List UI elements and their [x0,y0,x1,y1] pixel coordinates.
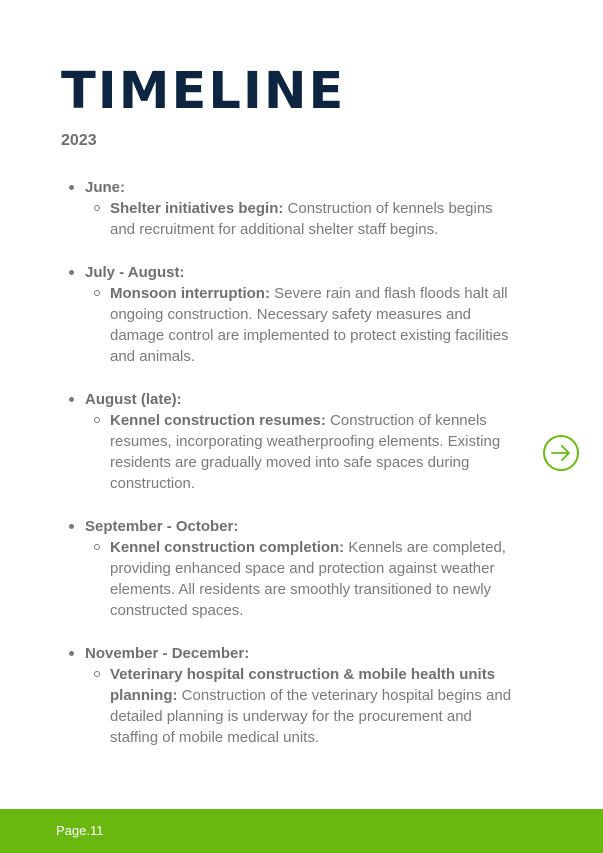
period-details [85,664,515,749]
period-details [85,537,515,622]
period-detail [110,198,515,241]
page-number: Page.11 [56,823,104,838]
period-label: August (late): [85,390,182,408]
period-details [85,283,515,368]
next-page-button[interactable] [543,435,579,471]
period-label: July - August: [85,263,185,281]
period-detail [110,537,515,622]
timeline-period [85,262,515,368]
timeline-period [85,177,515,241]
detail-heading: Kennel construction resumes: [110,411,326,429]
detail-heading: Veterinary hospital construction & mobile health units planning: [110,665,496,704]
detail-text: Construction of the veterinary hospital begins and detailed planning is underway for the procurement and staffing of mobile medical units. [110,686,512,747]
detail-text: Construction of kennels resumes, incorporating weatherproofing elements. Existing residents are gradually moved into safe spaces during construction. [110,411,501,493]
page-footer [0,809,603,853]
detail-text: Construction of kennels begins and recruitment for additional shelter staff begins. [110,200,493,239]
timeline-list [85,177,515,770]
period-label: November - December: [85,644,250,662]
period-details [85,410,515,495]
period-detail [110,283,515,368]
page-title: TIMELINE [61,62,346,121]
detail-heading: Kennel construction completion: [110,538,345,556]
period-details [85,198,515,241]
arrow-right-icon [551,445,571,461]
year-heading: 2023 [61,132,97,149]
period-detail [110,410,515,495]
detail-heading: Monsoon interruption: [110,284,270,302]
period-label: June: [85,179,126,196]
detail-heading: Shelter initiatives begin: [110,200,284,217]
detail-text: Kennels are completed, providing enhanced space and protection against weather elements. All residents are smoothly transitioned to newly constructed spaces. [110,538,506,620]
detail-text: Severe rain and flash floods halt all ongoing construction. Necessary safety measures and damage control are implemented to protect existing facilities and animals. [110,284,509,366]
period-label: September - October: [85,517,239,535]
timeline-period [85,389,515,495]
period-detail [110,664,515,749]
timeline-period [85,643,515,749]
timeline-period [85,516,515,622]
